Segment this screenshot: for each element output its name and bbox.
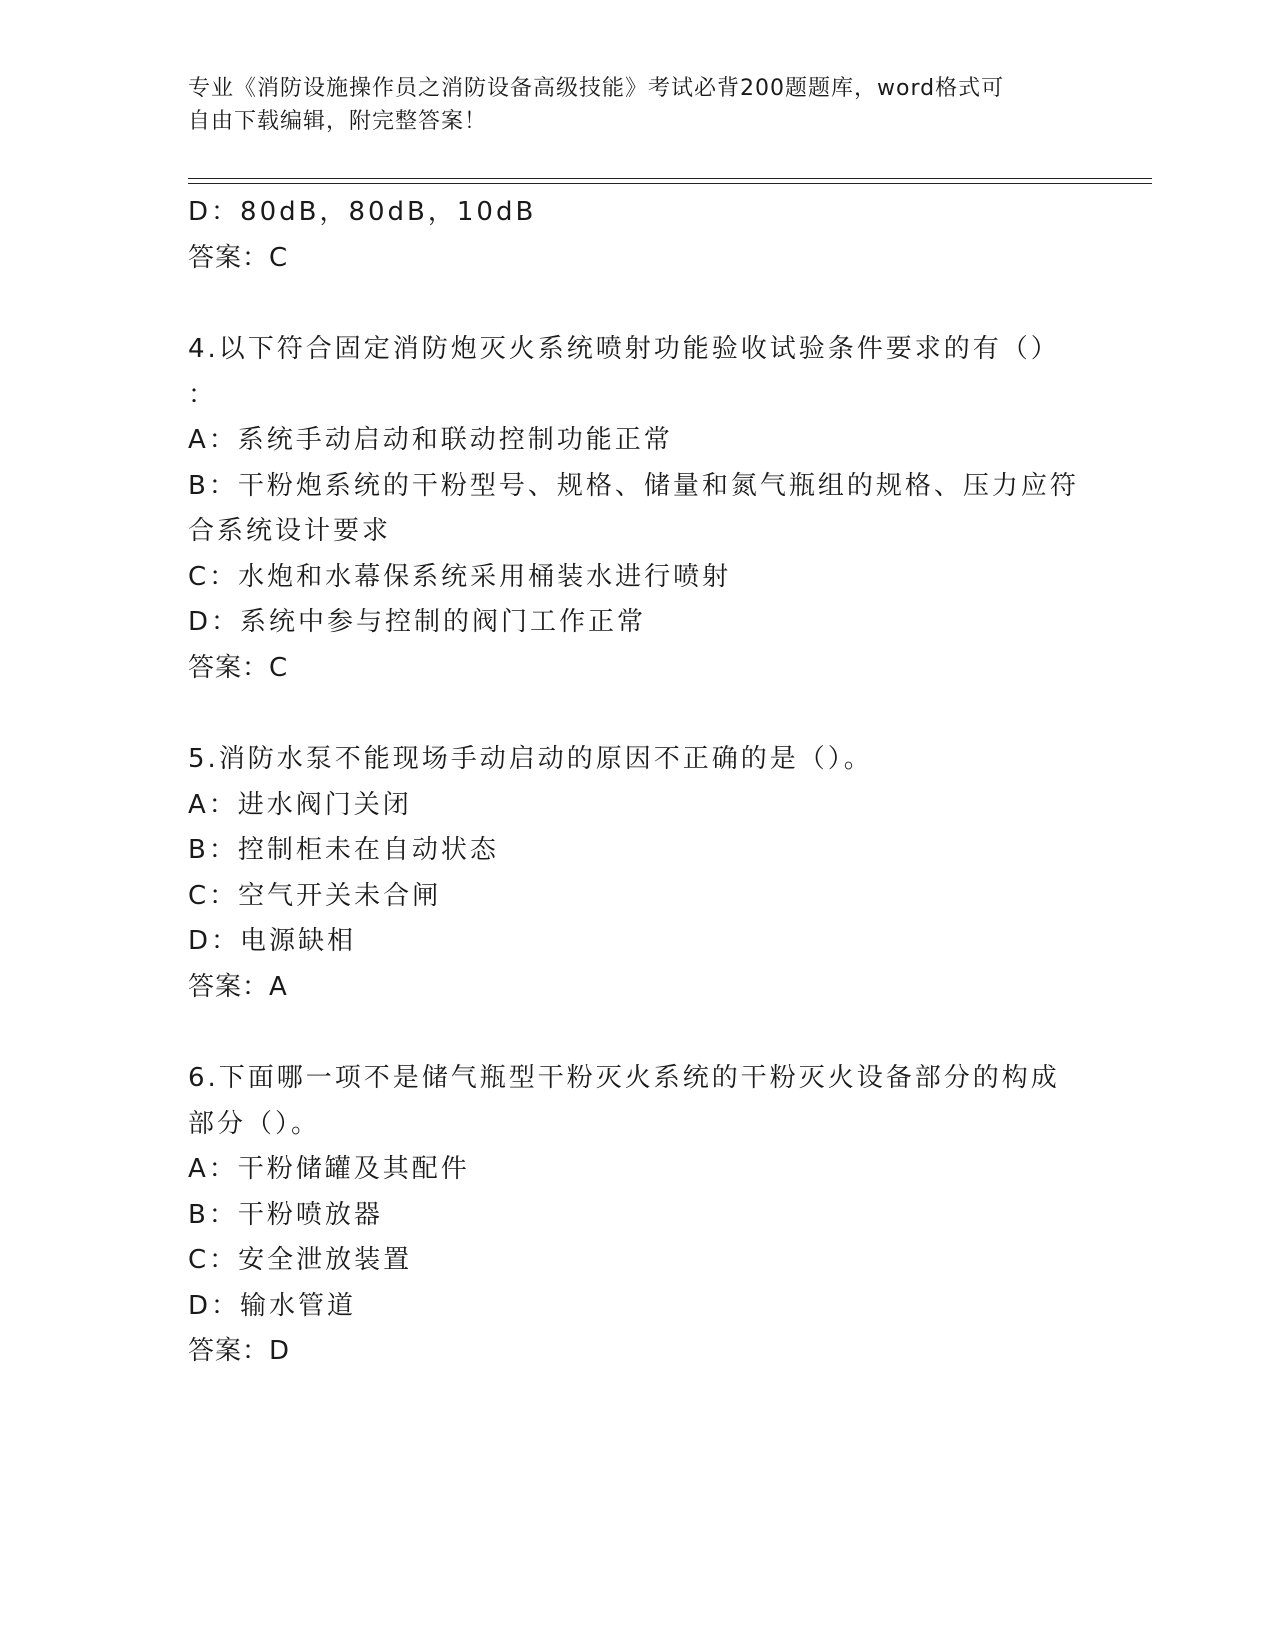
question-stem: 4.以下符合固定消防炮灭火系统喷射功能验收试验条件要求的有（） [188, 334, 1060, 364]
option-d: D：系统中参与控制的阀门工作正常 [188, 607, 647, 637]
header-double-rule [188, 178, 1152, 184]
document-header [188, 72, 1068, 138]
spacer [188, 1010, 1088, 1056]
spacer [188, 691, 1088, 737]
question-stem: 5.消防水泵不能现场手动启动的原因不正确的是（）。 [188, 744, 873, 774]
answer: 答案：C [188, 652, 289, 683]
option-c: C：空气开关未合闸 [188, 880, 442, 911]
option-b-continued: 合系统设计要求 [188, 516, 392, 546]
question-stem-continued: ： [188, 379, 218, 410]
option-b: B：干粉炮系统的干粉型号、规格、储量和氮气瓶组的规格、压力应符 [188, 470, 1079, 501]
header-title-line-2: 自由下载编辑，附完整答案！ [188, 109, 488, 134]
option-d: D：输水管道 [188, 1290, 357, 1321]
answer: 答案：A [188, 971, 288, 1002]
option-b: B：干粉喷放器 [188, 1199, 383, 1230]
question-5 [188, 737, 1088, 1010]
question-3-tail [188, 190, 1088, 281]
question-6 [188, 1056, 1088, 1375]
question-list [188, 190, 1088, 1375]
option-a: A：系统手动启动和联动控制功能正常 [188, 425, 673, 455]
question-stem: 6.下面哪一项不是储气瓶型干粉灭火系统的干粉灭火设备部分的构成 [188, 1063, 1060, 1093]
option-c: C：安全泄放装置 [188, 1245, 413, 1275]
spacer [188, 281, 1088, 327]
option-a: A：进水阀门关闭 [188, 789, 412, 820]
answer: 答案：D [188, 1336, 291, 1366]
question-4 [188, 327, 1088, 691]
header-title-line-1: 专业《消防设施操作员之消防设备高级技能》考试必背200题题库，word格式可 [188, 76, 1005, 101]
option-d: D：80dB，80dB，10dB [188, 197, 537, 227]
question-stem-continued: 部分（）。 [188, 1108, 321, 1139]
option-c: C：水炮和水幕保系统采用桶装水进行喷射 [188, 561, 732, 592]
option-b: B：控制柜未在自动状态 [188, 835, 499, 865]
option-d: D：电源缺相 [188, 926, 357, 956]
option-a: A：干粉储罐及其配件 [188, 1154, 470, 1184]
answer: 答案：C [188, 242, 289, 273]
